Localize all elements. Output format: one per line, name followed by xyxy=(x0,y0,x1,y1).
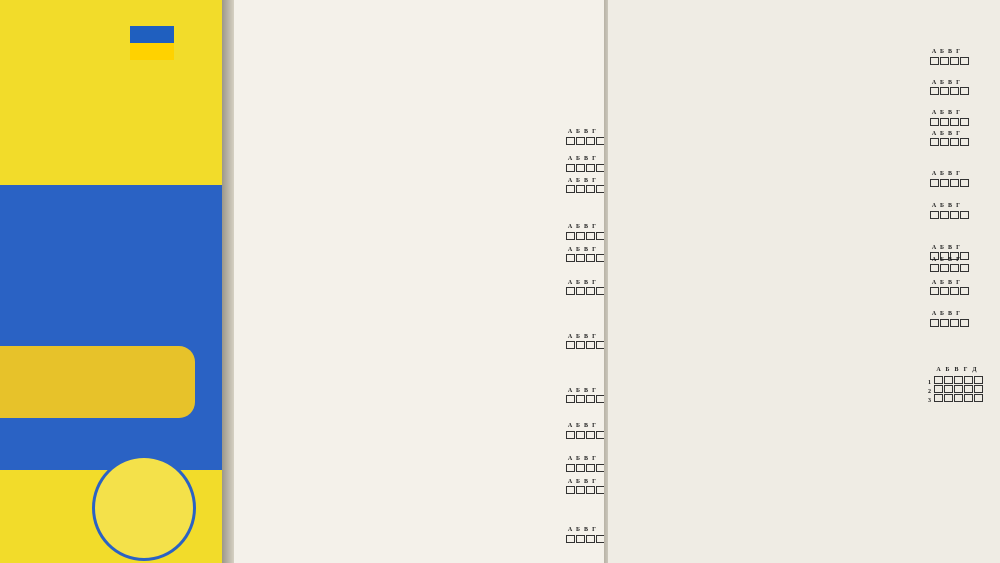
answer-box[interactable] xyxy=(960,179,969,187)
answer-box[interactable] xyxy=(974,394,983,402)
answer-box[interactable] xyxy=(974,376,983,384)
row-number: 3 xyxy=(928,397,931,404)
answer-letter: В xyxy=(947,311,952,318)
answer-letter: Г xyxy=(592,177,596,184)
answer-box[interactable] xyxy=(954,376,963,384)
answer-box[interactable] xyxy=(576,287,585,295)
answer-options xyxy=(256,180,538,190)
answer-letter: Г xyxy=(956,49,960,56)
answer-options xyxy=(630,282,930,292)
answer-letter: Б xyxy=(940,256,944,263)
answer-options xyxy=(256,529,538,539)
answer-letter: А xyxy=(567,423,573,430)
answer-grid[interactable] xyxy=(930,278,970,292)
answer-letter: В xyxy=(583,478,588,485)
answer-box[interactable] xyxy=(964,385,973,393)
answer-grid[interactable] xyxy=(930,78,970,92)
answer-letter: Б xyxy=(940,244,944,251)
answer-letter: Б xyxy=(945,367,950,373)
answer-box[interactable] xyxy=(944,385,953,393)
answer-box[interactable] xyxy=(566,464,575,472)
answer-grid[interactable] xyxy=(930,108,970,122)
answer-box[interactable] xyxy=(974,385,983,393)
answer-letter: В xyxy=(583,177,588,184)
cover-blue-block xyxy=(0,185,222,470)
answer-box[interactable] xyxy=(954,394,963,402)
answer-box[interactable] xyxy=(964,376,973,384)
answer-grid[interactable] xyxy=(566,421,606,435)
answer-box[interactable] xyxy=(576,535,585,543)
answer-options xyxy=(630,51,930,61)
answer-letter: В xyxy=(947,49,952,56)
answer-grid[interactable] xyxy=(930,169,970,183)
answer-box[interactable] xyxy=(944,394,953,402)
answer-grid[interactable] xyxy=(930,309,970,323)
answer-box[interactable] xyxy=(960,211,969,219)
answer-box[interactable] xyxy=(566,395,575,403)
answer-box[interactable] xyxy=(576,431,585,439)
answer-box[interactable] xyxy=(930,118,939,126)
cover-band xyxy=(0,346,195,418)
answer-box[interactable] xyxy=(960,118,969,126)
answer-letter: Г xyxy=(592,387,596,394)
answer-grid[interactable] xyxy=(930,129,970,143)
answer-letter: Г xyxy=(592,279,596,286)
answer-box[interactable] xyxy=(930,319,939,327)
answer-grid[interactable] xyxy=(566,454,606,468)
answer-letter: А xyxy=(567,333,573,340)
answer-letter: А xyxy=(567,177,573,184)
book-cover xyxy=(0,0,222,563)
answer-box[interactable] xyxy=(586,341,595,349)
answer-letter: Б xyxy=(940,49,944,56)
answer-letter: В xyxy=(583,156,588,163)
answer-letter: Г xyxy=(956,110,960,117)
answer-grid[interactable] xyxy=(566,222,606,236)
answer-box[interactable] xyxy=(586,185,595,193)
answer-options xyxy=(256,226,538,236)
answer-letter: В xyxy=(947,130,952,137)
answer-box[interactable] xyxy=(950,118,959,126)
answer-box[interactable] xyxy=(586,486,595,494)
answer-letter: В xyxy=(947,171,952,178)
answer-letter: Г xyxy=(956,279,960,286)
answer-box[interactable] xyxy=(586,464,595,472)
answer-box[interactable] xyxy=(950,264,959,272)
answer-box[interactable] xyxy=(586,395,595,403)
answer-letter: В xyxy=(947,79,952,86)
answer-letter: А xyxy=(931,79,937,86)
answer-box[interactable] xyxy=(566,535,575,543)
answer-options xyxy=(256,458,538,468)
answer-options xyxy=(630,313,930,323)
answer-box[interactable] xyxy=(566,137,575,145)
answer-grid[interactable] xyxy=(566,127,606,141)
answer-box[interactable] xyxy=(576,232,585,240)
answer-letter: Г xyxy=(592,246,596,253)
answer-letter: Г xyxy=(592,333,596,340)
answer-box[interactable] xyxy=(566,254,575,262)
answer-box[interactable] xyxy=(940,319,949,327)
answer-options xyxy=(256,481,538,491)
answer-box[interactable] xyxy=(950,287,959,295)
answer-box[interactable] xyxy=(566,185,575,193)
answer-letter: А xyxy=(567,129,573,136)
answer-letter: А xyxy=(931,49,937,56)
answer-letter: Б xyxy=(576,387,580,394)
answer-letter: Б xyxy=(576,156,580,163)
answer-box[interactable] xyxy=(960,264,969,272)
answer-letter: А xyxy=(567,456,573,463)
answer-box[interactable] xyxy=(566,232,575,240)
answer-grid[interactable] xyxy=(566,386,606,400)
answer-box[interactable] xyxy=(960,57,969,65)
answer-letter: В xyxy=(947,244,952,251)
answer-letter: В xyxy=(583,456,588,463)
answer-box[interactable] xyxy=(586,232,595,240)
answer-grid[interactable] xyxy=(566,154,606,168)
answer-letter: В xyxy=(583,246,588,253)
answer-box[interactable] xyxy=(576,395,585,403)
matching-grid[interactable] xyxy=(928,365,984,403)
answer-box[interactable] xyxy=(960,87,969,95)
answer-box[interactable] xyxy=(566,486,575,494)
answer-box[interactable] xyxy=(930,287,939,295)
answer-grid[interactable] xyxy=(566,245,606,259)
answer-letter: Г xyxy=(956,244,960,251)
answer-letter: Г xyxy=(592,527,596,534)
answer-grid[interactable] xyxy=(930,255,970,269)
answer-options xyxy=(256,390,538,400)
answer-letter: Г xyxy=(956,79,960,86)
answer-letter: В xyxy=(583,527,588,534)
answer-letter: А xyxy=(567,156,573,163)
answer-letter: Б xyxy=(940,279,944,286)
answer-letter: Г xyxy=(592,478,596,485)
answer-grid[interactable] xyxy=(930,47,970,61)
answer-letter: А xyxy=(931,311,937,318)
answer-letter: А xyxy=(936,367,941,373)
answer-letter: В xyxy=(947,203,952,210)
answer-letter: Б xyxy=(940,110,944,117)
answer-letter: В xyxy=(583,279,588,286)
answer-letter: А xyxy=(567,387,573,394)
answer-letter: А xyxy=(931,130,937,137)
answer-options xyxy=(256,425,538,435)
answer-options xyxy=(256,131,538,141)
answer-box[interactable] xyxy=(950,138,959,146)
answer-box[interactable] xyxy=(930,264,939,272)
answer-box[interactable] xyxy=(960,138,969,146)
answer-box[interactable] xyxy=(566,431,575,439)
answer-grid[interactable] xyxy=(566,477,606,491)
answer-options xyxy=(630,205,930,215)
answer-box[interactable] xyxy=(586,287,595,295)
answer-box[interactable] xyxy=(940,211,949,219)
answer-box[interactable] xyxy=(576,486,585,494)
answer-options xyxy=(630,173,930,183)
answer-letter: Г xyxy=(592,423,596,430)
answer-letter: Г xyxy=(963,367,968,373)
answer-letter: Б xyxy=(940,311,944,318)
answer-letter: В xyxy=(583,129,588,136)
answer-letter: Б xyxy=(576,456,580,463)
answer-letter: В xyxy=(583,224,588,231)
answer-options xyxy=(630,247,930,257)
answer-letter: А xyxy=(567,224,573,231)
answer-letter: Б xyxy=(940,130,944,137)
answer-letter: Б xyxy=(576,333,580,340)
answer-box[interactable] xyxy=(586,164,595,172)
answer-letter: А xyxy=(567,246,573,253)
answer-letter: А xyxy=(931,244,937,251)
answer-box[interactable] xyxy=(586,254,595,262)
answer-letter: Г xyxy=(956,130,960,137)
answer-letter: А xyxy=(931,256,937,263)
answer-box[interactable] xyxy=(950,57,959,65)
answer-box[interactable] xyxy=(576,185,585,193)
answer-box[interactable] xyxy=(934,385,943,393)
answer-box[interactable] xyxy=(566,341,575,349)
answer-box[interactable] xyxy=(576,137,585,145)
answer-options xyxy=(630,133,930,143)
cover-badge xyxy=(92,455,196,561)
answer-letter: В xyxy=(583,423,588,430)
answer-letter: А xyxy=(567,527,573,534)
answer-box[interactable] xyxy=(576,464,585,472)
answer-letter: Г xyxy=(592,224,596,231)
answer-letter: Б xyxy=(940,79,944,86)
answer-letter: Д xyxy=(972,367,977,373)
answer-options xyxy=(630,82,930,92)
answer-box[interactable] xyxy=(566,164,575,172)
answer-letter: Г xyxy=(592,456,596,463)
answer-letter: В xyxy=(954,367,959,373)
answer-letter: В xyxy=(583,387,588,394)
answer-letter: А xyxy=(931,203,937,210)
answer-box[interactable] xyxy=(940,87,949,95)
answer-box[interactable] xyxy=(586,137,595,145)
answer-box[interactable] xyxy=(930,57,939,65)
answer-options xyxy=(630,112,930,122)
answer-letter: Б xyxy=(940,203,944,210)
answer-letter: Г xyxy=(956,311,960,318)
answer-box[interactable] xyxy=(576,341,585,349)
answer-letter: Б xyxy=(940,171,944,178)
answer-letter: Б xyxy=(576,177,580,184)
answer-options xyxy=(256,249,538,259)
answer-box[interactable] xyxy=(960,287,969,295)
answer-grid[interactable] xyxy=(566,278,606,292)
right-page xyxy=(608,0,1000,563)
left-page xyxy=(234,0,608,563)
answer-letter: В xyxy=(947,256,952,263)
answer-options xyxy=(256,158,538,168)
ukraine-flag-icon xyxy=(130,26,174,60)
answer-box[interactable] xyxy=(576,164,585,172)
answer-letter: А xyxy=(931,171,937,178)
answer-box[interactable] xyxy=(566,287,575,295)
answer-box[interactable] xyxy=(930,179,939,187)
answer-letter: А xyxy=(931,279,937,286)
answer-letter: В xyxy=(947,279,952,286)
answer-letter: В xyxy=(947,110,952,117)
answer-letter: Г xyxy=(956,203,960,210)
answer-box[interactable] xyxy=(940,118,949,126)
answer-box[interactable] xyxy=(934,394,943,402)
answer-letter: Г xyxy=(956,256,960,263)
row-number: 1 xyxy=(928,379,931,386)
answer-letter: А xyxy=(567,279,573,286)
answer-box[interactable] xyxy=(586,535,595,543)
answer-letter: А xyxy=(931,110,937,117)
answer-box[interactable] xyxy=(576,254,585,262)
answer-box[interactable] xyxy=(930,211,939,219)
answer-box[interactable] xyxy=(940,57,949,65)
answer-box[interactable] xyxy=(950,319,959,327)
answer-letter: Б xyxy=(576,224,580,231)
answer-box[interactable] xyxy=(930,138,939,146)
row-number: 2 xyxy=(928,388,931,395)
answer-letter: Б xyxy=(576,423,580,430)
answer-letter: Б xyxy=(576,129,580,136)
answer-letter: Г xyxy=(592,156,596,163)
answer-box[interactable] xyxy=(940,264,949,272)
answer-box[interactable] xyxy=(950,211,959,219)
answer-grid[interactable] xyxy=(566,176,606,190)
answer-box[interactable] xyxy=(964,394,973,402)
answer-box[interactable] xyxy=(940,138,949,146)
answer-box[interactable] xyxy=(934,376,943,384)
answer-letter: Б xyxy=(576,246,580,253)
answer-box[interactable] xyxy=(954,385,963,393)
answer-box[interactable] xyxy=(950,179,959,187)
spine xyxy=(222,0,234,563)
answer-letter: Б xyxy=(576,478,580,485)
answer-letter: В xyxy=(583,333,588,340)
answer-letter: Г xyxy=(592,129,596,136)
answer-grid[interactable] xyxy=(566,332,606,346)
answer-letter: Г xyxy=(956,171,960,178)
answer-options xyxy=(256,282,538,292)
answer-box[interactable] xyxy=(940,287,949,295)
answer-options xyxy=(630,259,930,269)
answer-box[interactable] xyxy=(940,179,949,187)
answer-box[interactable] xyxy=(930,87,939,95)
answer-box[interactable] xyxy=(586,431,595,439)
answer-grid[interactable] xyxy=(930,201,970,215)
answer-box[interactable] xyxy=(960,319,969,327)
answer-grid[interactable] xyxy=(566,525,606,539)
answer-letter: Б xyxy=(576,527,580,534)
answer-box[interactable] xyxy=(944,376,953,384)
answer-box[interactable] xyxy=(950,87,959,95)
answer-options xyxy=(256,336,538,346)
answer-letter: А xyxy=(567,478,573,485)
answer-letter: Б xyxy=(576,279,580,286)
